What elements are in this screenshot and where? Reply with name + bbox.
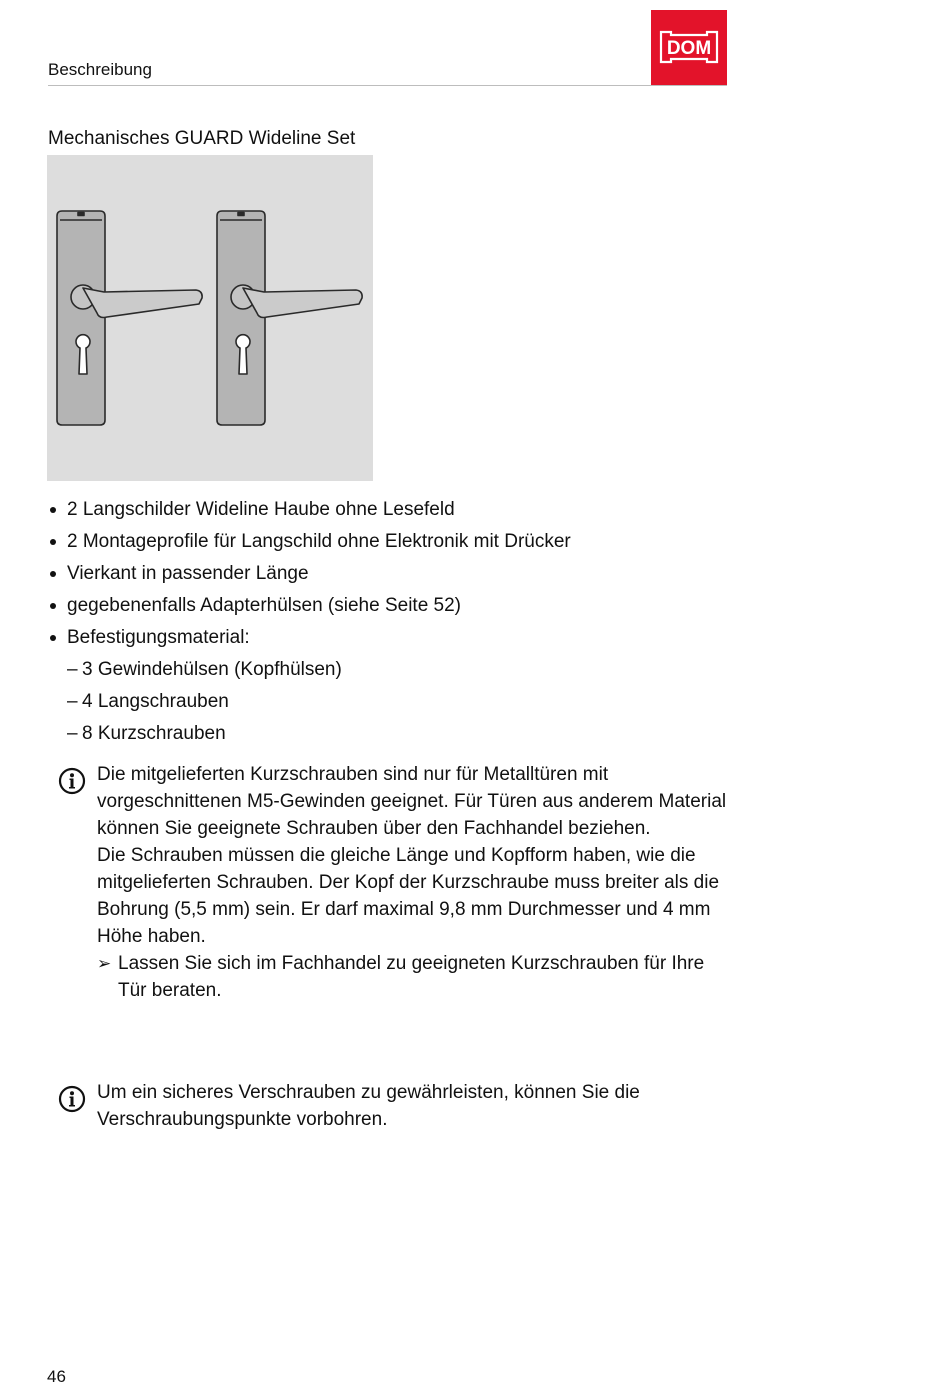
door-handles-icon xyxy=(47,155,373,481)
page-number: 46 xyxy=(47,1367,66,1386)
product-figure xyxy=(47,155,373,481)
section-label: Beschreibung xyxy=(48,60,152,79)
note-paragraph: Die Schrauben müssen die gleiche Länge und Kopfform haben, wie die mitgelieferten Schrauben. Der Kopf der Kurzschraube muss breiter als die Bohrung (5,5 mm) sein. Er darf maximal 9,8 mm Durchmesser und 4 mm Höhe haben. xyxy=(97,845,720,947)
header-divider xyxy=(48,85,727,86)
info-icon xyxy=(58,1085,86,1113)
info-icon xyxy=(58,767,86,795)
action-text: Lassen Sie sich im Fachhandel zu geeigneten Kurzschrauben für Ihre Tür beraten. xyxy=(118,953,705,1001)
dom-logo xyxy=(651,10,727,85)
dom-logo-icon xyxy=(651,10,727,85)
action-item xyxy=(97,950,737,1004)
note-paragraph: Die mitgelieferten Kurzschrauben sind nur für Metalltüren mit vorgeschnittenen M5-Gewinden geeignet. Für Türen aus anderem Material können Sie geeignete Schrauben über den Fachhandel beziehen. xyxy=(97,764,727,839)
note-paragraph: Um ein sicheres Verschrauben zu gewährleisten, können Sie die Verschraubungspunkte vorbohren. xyxy=(97,1082,640,1130)
svg-text:DOM: DOM xyxy=(666,38,712,59)
page-title: Mechanisches GUARD Wideline Set xyxy=(48,127,356,149)
arrow-icon: ➢ xyxy=(97,954,112,973)
